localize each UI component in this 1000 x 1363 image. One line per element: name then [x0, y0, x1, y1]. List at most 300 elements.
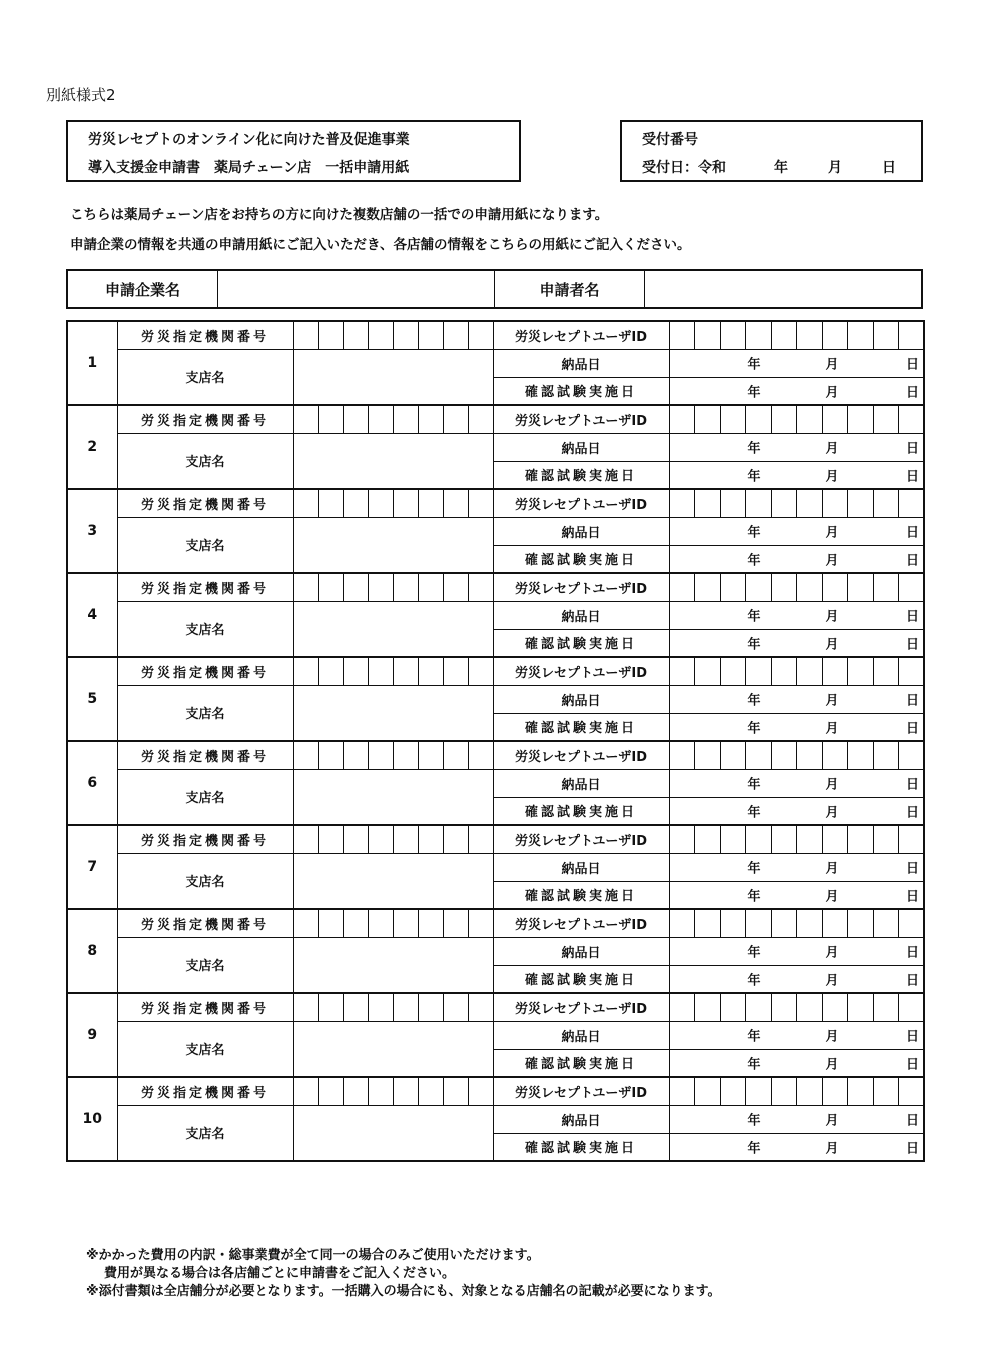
institution-number-digit-box[interactable] [418, 825, 443, 853]
branch-name-field[interactable] [293, 601, 493, 657]
institution-number-digit-box[interactable] [318, 909, 343, 937]
month-label: 月 [825, 357, 839, 373]
user-id-char-box[interactable] [720, 321, 746, 349]
user-id-char-box[interactable] [822, 405, 848, 433]
user-id-char-box[interactable] [771, 909, 797, 937]
branch-name-field[interactable] [293, 685, 493, 741]
institution-number-digit-box[interactable] [418, 573, 443, 601]
institution-number-digit-box[interactable] [293, 321, 318, 349]
test-date-field[interactable] [669, 377, 924, 405]
month-label: 月 [825, 1141, 839, 1157]
institution-number-digit-box[interactable] [368, 993, 393, 1021]
institution-number-digit-box[interactable] [468, 405, 493, 433]
institution-number-digit-box[interactable] [368, 321, 393, 349]
user-id-char-box[interactable] [695, 741, 721, 769]
store-number: 7 [67, 825, 117, 909]
year-label: 年 [747, 973, 761, 989]
user-id-char-box[interactable] [899, 741, 925, 769]
user-id-char-box[interactable] [695, 1077, 721, 1105]
institution-number-digit-box[interactable] [343, 825, 368, 853]
user-id-char-box[interactable] [746, 741, 772, 769]
institution-number-digit-box[interactable] [468, 1077, 493, 1105]
institution-number-digit-box[interactable] [443, 489, 468, 517]
user-id-label: 労災レセプトユーザID [493, 321, 669, 349]
month-label: 月 [825, 1113, 839, 1129]
user-id-char-box[interactable] [873, 657, 899, 685]
form-title-box [66, 120, 521, 182]
user-id-char-box[interactable] [669, 405, 695, 433]
user-id-char-box[interactable] [822, 489, 848, 517]
institution-number-digit-box[interactable] [368, 825, 393, 853]
receipt-month: 月 [828, 160, 842, 176]
institution-number-digit-box[interactable] [418, 321, 443, 349]
institution-number-digit-box[interactable] [343, 741, 368, 769]
delivery-date-field[interactable] [669, 1021, 924, 1049]
branch-name-field[interactable] [293, 349, 493, 405]
test-date-field[interactable] [669, 1133, 924, 1161]
user-id-char-box[interactable] [822, 573, 848, 601]
branch-name-label: 支店名 [117, 937, 293, 993]
user-id-char-box[interactable] [848, 489, 874, 517]
institution-number-digit-box[interactable] [368, 489, 393, 517]
institution-number-digit-box[interactable] [393, 1077, 418, 1105]
user-id-char-box[interactable] [669, 909, 695, 937]
user-id-char-box[interactable] [899, 657, 925, 685]
user-id-char-box[interactable] [720, 993, 746, 1021]
institution-number-digit-box[interactable] [443, 573, 468, 601]
institution-number-digit-box[interactable] [418, 741, 443, 769]
user-id-char-box[interactable] [873, 825, 899, 853]
store-row [67, 573, 924, 601]
year-label: 年 [747, 861, 761, 877]
user-id-label: 労災レセプトユーザID [493, 573, 669, 601]
institution-number-digit-box[interactable] [293, 489, 318, 517]
user-id-char-box[interactable] [720, 741, 746, 769]
delivery-date-label: 納品日 [493, 433, 669, 461]
user-id-char-box[interactable] [771, 825, 797, 853]
user-id-char-box[interactable] [822, 1077, 848, 1105]
user-id-char-box[interactable] [746, 825, 772, 853]
month-label: 月 [825, 973, 839, 989]
institution-number-digit-box[interactable] [418, 909, 443, 937]
user-id-char-box[interactable] [848, 573, 874, 601]
institution-number-label: 労災指定機関番号 [117, 489, 293, 517]
store-number: 4 [67, 573, 117, 657]
day-label: 日 [905, 609, 919, 625]
user-id-char-box[interactable] [669, 573, 695, 601]
user-id-char-box[interactable] [848, 741, 874, 769]
user-id-char-box[interactable] [797, 993, 823, 1021]
institution-number-digit-box[interactable] [318, 321, 343, 349]
institution-number-label: 労災指定機関番号 [117, 321, 293, 349]
year-label: 年 [747, 721, 761, 737]
form-title-line1: 労災レセプトのオンライン化に向けた普及促進事業 [88, 132, 410, 148]
test-date-field[interactable] [669, 713, 924, 741]
day-label: 日 [905, 357, 919, 373]
user-id-char-box[interactable] [771, 657, 797, 685]
user-id-char-box[interactable] [848, 993, 874, 1021]
user-id-char-box[interactable] [797, 825, 823, 853]
delivery-date-field[interactable] [669, 937, 924, 965]
user-id-char-box[interactable] [720, 909, 746, 937]
store-row [67, 685, 924, 713]
user-id-char-box[interactable] [797, 573, 823, 601]
year-label: 年 [747, 385, 761, 401]
month-label: 月 [825, 693, 839, 709]
branch-name-field[interactable] [293, 937, 493, 993]
user-id-char-box[interactable] [669, 489, 695, 517]
year-label: 年 [747, 1141, 761, 1157]
user-id-label: 労災レセプトユーザID [493, 993, 669, 1021]
user-id-char-box[interactable] [720, 657, 746, 685]
test-date-field[interactable] [669, 1049, 924, 1077]
branch-name-field[interactable] [293, 1021, 493, 1077]
user-id-char-box[interactable] [848, 825, 874, 853]
user-id-char-box[interactable] [746, 573, 772, 601]
institution-number-digit-box[interactable] [443, 405, 468, 433]
user-id-char-box[interactable] [822, 657, 848, 685]
institution-number-digit-box[interactable] [468, 741, 493, 769]
user-id-char-box[interactable] [899, 573, 925, 601]
user-id-char-box[interactable] [848, 405, 874, 433]
delivery-date-field[interactable] [669, 1105, 924, 1133]
branch-name-field[interactable] [293, 1105, 493, 1161]
institution-number-label: 労災指定機関番号 [117, 993, 293, 1021]
month-label: 月 [825, 469, 839, 485]
institution-number-digit-box[interactable] [343, 489, 368, 517]
user-id-char-box[interactable] [720, 405, 746, 433]
institution-number-digit-box[interactable] [468, 489, 493, 517]
institution-number-digit-box[interactable] [343, 993, 368, 1021]
user-id-char-box[interactable] [873, 321, 899, 349]
user-id-char-box[interactable] [848, 657, 874, 685]
user-id-label: 労災レセプトユーザID [493, 489, 669, 517]
institution-number-digit-box[interactable] [293, 909, 318, 937]
institution-number-digit-box[interactable] [343, 1077, 368, 1105]
year-label: 年 [747, 777, 761, 793]
institution-number-digit-box[interactable] [293, 1077, 318, 1105]
user-id-char-box[interactable] [899, 321, 925, 349]
institution-number-digit-box[interactable] [393, 741, 418, 769]
user-id-char-box[interactable] [669, 321, 695, 349]
institution-number-digit-box[interactable] [468, 993, 493, 1021]
user-id-char-box[interactable] [695, 405, 721, 433]
month-label: 月 [825, 1057, 839, 1073]
delivery-date-label: 納品日 [493, 769, 669, 797]
user-id-char-box[interactable] [899, 825, 925, 853]
institution-number-digit-box[interactable] [368, 657, 393, 685]
institution-number-digit-box[interactable] [443, 741, 468, 769]
test-date-field[interactable] [669, 545, 924, 573]
institution-number-digit-box[interactable] [293, 741, 318, 769]
user-id-char-box[interactable] [899, 993, 925, 1021]
user-id-char-box[interactable] [720, 1077, 746, 1105]
day-label: 日 [905, 861, 919, 877]
store-number: 9 [67, 993, 117, 1077]
test-date-field[interactable] [669, 461, 924, 489]
year-label: 年 [747, 945, 761, 961]
day-label: 日 [905, 469, 919, 485]
institution-number-digit-box[interactable] [293, 573, 318, 601]
notes [86, 1247, 721, 1301]
user-id-char-box[interactable] [746, 909, 772, 937]
institution-number-digit-box[interactable] [418, 489, 443, 517]
institution-number-digit-box[interactable] [418, 993, 443, 1021]
day-label: 日 [905, 1141, 919, 1157]
user-id-char-box[interactable] [873, 741, 899, 769]
year-label: 年 [747, 805, 761, 821]
month-label: 月 [825, 525, 839, 541]
institution-number-digit-box[interactable] [468, 321, 493, 349]
user-id-char-box[interactable] [771, 405, 797, 433]
institution-number-digit-box[interactable] [343, 909, 368, 937]
institution-number-digit-box[interactable] [293, 405, 318, 433]
institution-number-digit-box[interactable] [443, 825, 468, 853]
delivery-date-field[interactable] [669, 433, 924, 461]
delivery-date-label: 納品日 [493, 937, 669, 965]
institution-number-digit-box[interactable] [393, 993, 418, 1021]
month-label: 月 [825, 861, 839, 877]
institution-number-digit-box[interactable] [468, 909, 493, 937]
user-id-char-box[interactable] [771, 1077, 797, 1105]
user-id-char-box[interactable] [848, 909, 874, 937]
institution-number-digit-box[interactable] [343, 321, 368, 349]
user-id-char-box[interactable] [746, 321, 772, 349]
user-id-char-box[interactable] [873, 405, 899, 433]
user-id-char-box[interactable] [669, 741, 695, 769]
store-row [67, 517, 924, 545]
user-id-char-box[interactable] [873, 573, 899, 601]
institution-number-digit-box[interactable] [393, 909, 418, 937]
user-id-char-box[interactable] [771, 993, 797, 1021]
user-id-char-box[interactable] [797, 741, 823, 769]
user-id-char-box[interactable] [797, 1077, 823, 1105]
institution-number-digit-box[interactable] [468, 825, 493, 853]
institution-number-digit-box[interactable] [318, 657, 343, 685]
institution-number-label: 労災指定機関番号 [117, 405, 293, 433]
day-label: 日 [905, 693, 919, 709]
institution-number-digit-box[interactable] [468, 657, 493, 685]
branch-name-label: 支店名 [117, 685, 293, 741]
institution-number-digit-box[interactable] [318, 489, 343, 517]
store-row [67, 853, 924, 881]
user-id-char-box[interactable] [669, 993, 695, 1021]
institution-number-digit-box[interactable] [393, 489, 418, 517]
store-row [67, 489, 924, 517]
institution-number-digit-box[interactable] [393, 825, 418, 853]
user-id-char-box[interactable] [899, 1077, 925, 1105]
user-id-char-box[interactable] [695, 573, 721, 601]
test-date-field[interactable] [669, 797, 924, 825]
institution-number-digit-box[interactable] [393, 573, 418, 601]
institution-number-digit-box[interactable] [418, 405, 443, 433]
branch-name-field[interactable] [293, 853, 493, 909]
user-id-char-box[interactable] [720, 573, 746, 601]
user-id-char-box[interactable] [822, 825, 848, 853]
institution-number-digit-box[interactable] [318, 741, 343, 769]
user-id-char-box[interactable] [669, 1077, 695, 1105]
institution-number-digit-box[interactable] [418, 657, 443, 685]
user-id-char-box[interactable] [746, 657, 772, 685]
institution-number-digit-box[interactable] [293, 993, 318, 1021]
institution-number-digit-box[interactable] [293, 825, 318, 853]
institution-number-digit-box[interactable] [318, 405, 343, 433]
user-id-char-box[interactable] [669, 825, 695, 853]
receipt-number-label: 受付番号 [642, 132, 698, 148]
institution-number-digit-box[interactable] [393, 657, 418, 685]
month-label: 月 [825, 385, 839, 401]
receipt-date [642, 157, 896, 177]
user-id-char-box[interactable] [797, 405, 823, 433]
store-row [67, 825, 924, 853]
institution-number-digit-box[interactable] [368, 1077, 393, 1105]
user-id-char-box[interactable] [848, 1077, 874, 1105]
institution-number-digit-box[interactable] [318, 825, 343, 853]
year-label: 年 [747, 1113, 761, 1129]
delivery-date-field[interactable] [669, 853, 924, 881]
delivery-date-field[interactable] [669, 769, 924, 797]
user-id-char-box[interactable] [822, 993, 848, 1021]
form-id: 別紙様式2 [46, 86, 116, 104]
delivery-date-field[interactable] [669, 601, 924, 629]
store-row [67, 1105, 924, 1133]
institution-number-label: 労災指定機関番号 [117, 741, 293, 769]
institution-number-digit-box[interactable] [343, 405, 368, 433]
user-id-char-box[interactable] [746, 1077, 772, 1105]
institution-number-digit-box[interactable] [368, 909, 393, 937]
year-label: 年 [747, 889, 761, 905]
company-name-field[interactable] [218, 271, 495, 307]
institution-number-digit-box[interactable] [343, 657, 368, 685]
store-row [67, 1077, 924, 1105]
delivery-date-field[interactable] [669, 685, 924, 713]
year-label: 年 [747, 469, 761, 485]
user-id-char-box[interactable] [695, 993, 721, 1021]
user-id-char-box[interactable] [873, 993, 899, 1021]
applicant-name-field[interactable] [645, 271, 921, 307]
branch-name-label: 支店名 [117, 1105, 293, 1161]
intro-line-1: こちらは薬局チェーン店をお持ちの方に向けた複数店舗の一括での申請用紙になります。 [70, 207, 609, 223]
user-id-char-box[interactable] [899, 489, 925, 517]
year-label: 年 [747, 441, 761, 457]
institution-number-digit-box[interactable] [418, 1077, 443, 1105]
test-date-label: 確認試験実施日 [493, 545, 669, 573]
applicant-name-label: 申請者名 [495, 271, 645, 307]
user-id-char-box[interactable] [797, 321, 823, 349]
user-id-char-box[interactable] [720, 825, 746, 853]
user-id-char-box[interactable] [873, 909, 899, 937]
month-label: 月 [825, 441, 839, 457]
institution-number-digit-box[interactable] [343, 573, 368, 601]
user-id-char-box[interactable] [669, 657, 695, 685]
institution-number-digit-box[interactable] [443, 909, 468, 937]
institution-number-digit-box[interactable] [443, 321, 468, 349]
user-id-char-box[interactable] [746, 405, 772, 433]
user-id-char-box[interactable] [899, 405, 925, 433]
user-id-char-box[interactable] [771, 573, 797, 601]
month-label: 月 [825, 553, 839, 569]
institution-number-digit-box[interactable] [318, 993, 343, 1021]
user-id-char-box[interactable] [771, 741, 797, 769]
delivery-date-field[interactable] [669, 517, 924, 545]
user-id-char-box[interactable] [695, 657, 721, 685]
test-date-field[interactable] [669, 965, 924, 993]
user-id-char-box[interactable] [746, 489, 772, 517]
store-row [67, 433, 924, 461]
institution-number-digit-box[interactable] [468, 573, 493, 601]
institution-number-digit-box[interactable] [368, 405, 393, 433]
month-label: 月 [825, 609, 839, 625]
institution-number-digit-box[interactable] [443, 657, 468, 685]
user-id-char-box[interactable] [873, 1077, 899, 1105]
store-row [67, 741, 924, 769]
day-label: 日 [905, 1113, 919, 1129]
branch-name-field[interactable] [293, 433, 493, 489]
day-label: 日 [905, 637, 919, 653]
user-id-char-box[interactable] [695, 489, 721, 517]
user-id-char-box[interactable] [771, 321, 797, 349]
institution-number-label: 労災指定機関番号 [117, 1077, 293, 1105]
day-label: 日 [905, 721, 919, 737]
company-name-label: 申請企業名 [68, 271, 218, 307]
institution-number-label: 労災指定機関番号 [117, 657, 293, 685]
user-id-char-box[interactable] [822, 321, 848, 349]
institution-number-digit-box[interactable] [368, 741, 393, 769]
user-id-char-box[interactable] [695, 321, 721, 349]
user-id-char-box[interactable] [899, 909, 925, 937]
user-id-char-box[interactable] [695, 909, 721, 937]
user-id-char-box[interactable] [848, 321, 874, 349]
user-id-char-box[interactable] [771, 489, 797, 517]
institution-number-digit-box[interactable] [393, 321, 418, 349]
store-row [67, 657, 924, 685]
institution-number-digit-box[interactable] [368, 573, 393, 601]
user-id-char-box[interactable] [873, 489, 899, 517]
user-id-char-box[interactable] [797, 657, 823, 685]
user-id-char-box[interactable] [797, 909, 823, 937]
institution-number-digit-box[interactable] [318, 573, 343, 601]
user-id-label: 労災レセプトユーザID [493, 825, 669, 853]
test-date-field[interactable] [669, 881, 924, 909]
branch-name-label: 支店名 [117, 601, 293, 657]
delivery-date-label: 納品日 [493, 349, 669, 377]
institution-number-digit-box[interactable] [293, 657, 318, 685]
user-id-char-box[interactable] [720, 489, 746, 517]
branch-name-field[interactable] [293, 769, 493, 825]
store-table [66, 320, 925, 1162]
institution-number-label: 労災指定機関番号 [117, 825, 293, 853]
user-id-char-box[interactable] [822, 741, 848, 769]
delivery-date-field[interactable] [669, 349, 924, 377]
test-date-field[interactable] [669, 629, 924, 657]
test-date-label: 確認試験実施日 [493, 461, 669, 489]
day-label: 日 [905, 385, 919, 401]
institution-number-digit-box[interactable] [318, 1077, 343, 1105]
day-label: 日 [905, 525, 919, 541]
institution-number-digit-box[interactable] [443, 1077, 468, 1105]
institution-number-digit-box[interactable] [393, 405, 418, 433]
user-id-char-box[interactable] [746, 993, 772, 1021]
user-id-label: 労災レセプトユーザID [493, 657, 669, 685]
user-id-char-box[interactable] [695, 825, 721, 853]
branch-name-field[interactable] [293, 517, 493, 573]
year-label: 年 [747, 525, 761, 541]
user-id-char-box[interactable] [797, 489, 823, 517]
delivery-date-label: 納品日 [493, 601, 669, 629]
institution-number-digit-box[interactable] [443, 993, 468, 1021]
user-id-label: 労災レセプトユーザID [493, 405, 669, 433]
user-id-char-box[interactable] [822, 909, 848, 937]
